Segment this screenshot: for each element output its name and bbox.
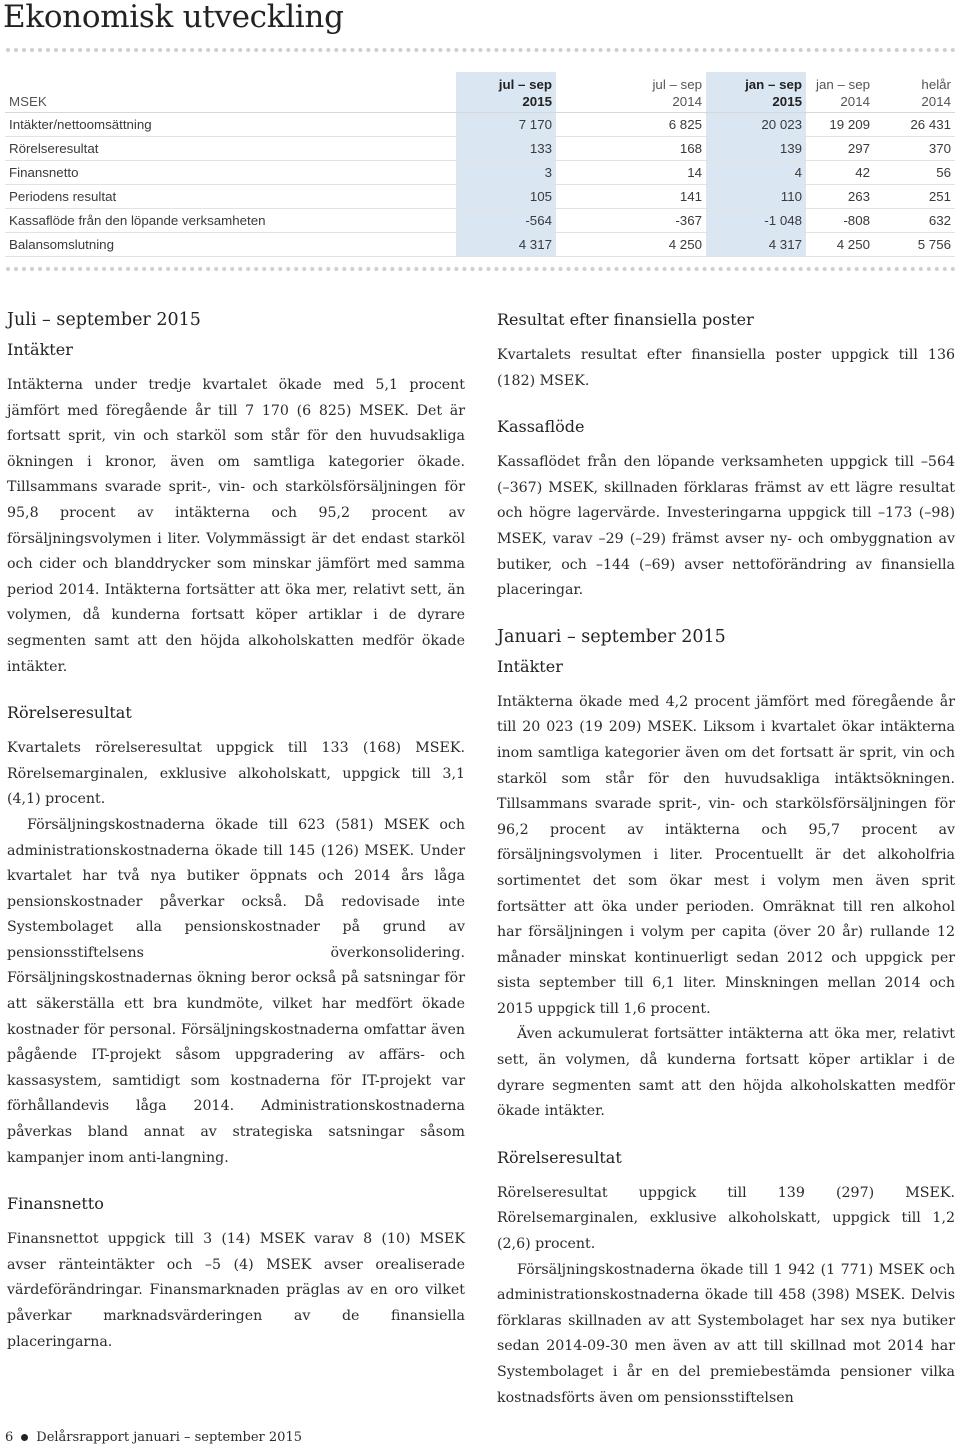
table-cell: 5 756 <box>874 233 955 257</box>
table-header-row <box>5 72 955 113</box>
table-cell: 251 <box>874 185 955 209</box>
table-row <box>5 137 955 161</box>
kpi-table <box>5 72 955 257</box>
table-cell: 14 <box>556 161 706 185</box>
table-cell: 141 <box>556 185 706 209</box>
column-header-jan-sep-2015: jan – sep 2015 <box>706 72 806 113</box>
section-heading-januari-september: Januari – september 2015 <box>497 626 726 647</box>
paragraph-rorelseresultat: Kvartalets rörelseresultat uppgick till 133 (168) MSEK. Rörelsemarginalen, exklusive alkoholskatt, uppgick till 3,1 (4,1) procent. <box>7 740 465 808</box>
dotted-divider-top <box>6 48 956 56</box>
table-cell: 168 <box>556 137 706 161</box>
subheading-rorelseresultat: Rörelseresultat <box>7 703 132 723</box>
row-label: Periodens resultat <box>5 185 456 209</box>
subheading-kassaflode: Kassaflöde <box>497 417 585 437</box>
subheading-rorelseresultat-ackumulerat: Rörelseresultat <box>497 1147 622 1167</box>
row-label: Kassaflöde från den löpande verksamheten <box>5 209 456 233</box>
table-cell: 56 <box>874 161 955 185</box>
report-title: Delårsrapport januari – september 2015 <box>36 1430 302 1445</box>
paragraph-kostnader-ackumulerat: Försäljningskostnaderna ökade till 1 942 (1 771) MSEK och administrationskostnaderna ökade till 458 (398) MSEK. Delvis förklaras skillnaden av att Systembolaget har sex nya butiker sedan 2014-09-30 men även av att till skillnad mot 2014 har Systembolaget i år en del premiebestämda pensioner vilka kostnadsförts även om pensionsstiftelsen <box>497 1261 955 1406</box>
table-cell: 7 170 <box>456 113 556 137</box>
section-heading-juli-september: Juli – september 2015 <box>7 310 201 330</box>
table-cell: 42 <box>806 161 874 185</box>
column-header-msek: MSEK <box>5 72 456 113</box>
table-cell: 19 209 <box>806 113 874 137</box>
paragraph-intakter: Intäkterna under tredje kvartalet ökade med 5,1 procent jämfört med föregående år till 7 170 (6 825) MSEK. Det är fortsatt sprit, vin och starköl som står för den huvudsakliga ökningen i kronor, även om samtliga kategorier ökade. Tillsammans svarade sprit-, vin- och starkölsförsäljningen för 95,8 procent av intäkterna och 95,2 procent av försäljningsvolymen i liter. Volymmässigt är det endast starköl och cider och blanddrycker som minskar jämfört med samma period 2014. Intäkterna fortsätter att öka mer, relativt sett, än volymen, då kunderna fortsatt köper artiklar i de dyrare segmenten samt att den höjda alkoholskatten medför ökade intäkter. <box>7 377 465 675</box>
column-header-jul-sep-2015: jul – sep 2015 <box>456 72 556 113</box>
table-cell: 370 <box>874 137 955 161</box>
column-header-jul-sep-2014: jul – sep 2014 <box>556 72 706 113</box>
table-cell: 6 825 <box>556 113 706 137</box>
row-label: Balansomslutning <box>5 233 456 257</box>
table-cell: -1 048 <box>706 209 806 233</box>
page-title: Ekonomisk utveckling <box>3 0 344 35</box>
paragraph-rorelseresultat-ackumulerat: Rörelseresultat uppgick till 139 (297) MSEK. Rörelsemarginalen, exklusive alkoholskatt, uppgick till 1,2 (2,6) procent. <box>497 1184 955 1253</box>
page-footer <box>5 1430 302 1445</box>
table-cell: 4 250 <box>806 233 874 257</box>
table-row <box>5 185 955 209</box>
table-cell: -808 <box>806 209 874 233</box>
paragraph-kassaflode: Kassaflödet från den löpande verksamheten uppgick till –564 (–367) MSEK, skillnaden förklaras främst av ett lägre resultat och högre lagervärde. Investeringarna uppgick till –173 (–98) MSEK, varav –29 (–29) främst avser ny- och ombyggnation av butiker, och –144 (–69) avser nettoförändring av finansiella placeringar. <box>497 454 955 599</box>
dotted-divider-bottom <box>6 267 956 275</box>
table-cell: -564 <box>456 209 556 233</box>
page-number: 6 <box>5 1430 14 1445</box>
table-cell: 263 <box>806 185 874 209</box>
row-label: Intäkter/nettoomsättning <box>5 113 456 137</box>
table-cell: 133 <box>456 137 556 161</box>
table-cell: 4 317 <box>456 233 556 257</box>
table-cell: 110 <box>706 185 806 209</box>
paragraph-kostnader: Försäljningskostnaderna ökade till 623 (581) MSEK och administrationskostnaderna ökade till 145 (126) MSEK. Under kvartalet har två nya butiker öppnats och 2014 års låga pensionskostnader påverkar också. Då redovisade inte Systembolaget alla pensionskostnader på grund av pensionsstiftelsens överkonsolidering. Försäljningskostnadernas ökning beror också på satsningar för att säkerställa ett bra kundmöte, vilket har medfört ökade kostnader för personal. Försäljningskostnaderna omfattar även pågående IT-projekt såsom uppgradering av affärs- och kassasystem, samtidigt som kostnaderna för IT-projekt var förhållandevis låga 2014. Administrationskostnaderna påverkas bland annat av strategiska satsningar såsom kampanjer inom anti-langning. <box>7 816 465 1166</box>
table-cell: 26 431 <box>874 113 955 137</box>
bullet-icon <box>21 1434 28 1441</box>
table-cell: 105 <box>456 185 556 209</box>
table-cell: 297 <box>806 137 874 161</box>
table-cell: 632 <box>874 209 955 233</box>
left-column <box>7 305 465 1355</box>
table-cell: 20 023 <box>706 113 806 137</box>
table-row <box>5 113 955 137</box>
subheading-resultat-finansiella-poster: Resultat efter finansiella poster <box>497 310 754 329</box>
row-label: Finansnetto <box>5 161 456 185</box>
table-cell: 139 <box>706 137 806 161</box>
table-cell: 4 317 <box>706 233 806 257</box>
table-cell: 4 250 <box>556 233 706 257</box>
paragraph-finansnetto: Finansnettot uppgick till 3 (14) MSEK varav 8 (10) MSEK avser ränteintäkter och –5 (4) MSEK avser orealiserade värdeförändringar. Finansmarknaden präglas av en oro vilket påverkar marknadsvärderingen av de finansiella placeringarna. <box>7 1231 465 1350</box>
row-label: Rörelseresultat <box>5 137 456 161</box>
table-cell: 3 <box>456 161 556 185</box>
table-row <box>5 233 955 257</box>
paragraph-resultat: Kvartalets resultat efter finansiella poster uppgick till 136 (182) MSEK. <box>497 347 955 389</box>
subheading-finansnetto: Finansnetto <box>7 1194 104 1214</box>
table-row <box>5 209 955 233</box>
column-header-jan-sep-2014: jan – sep 2014 <box>806 72 874 113</box>
right-column <box>497 305 955 1411</box>
subheading-intakter-ackumulerat: Intäkter <box>497 656 563 676</box>
column-header-helar-2014: helår 2014 <box>874 72 955 113</box>
table-cell: -367 <box>556 209 706 233</box>
subheading-intakter: Intäkter <box>7 340 73 359</box>
table-cell: 4 <box>706 161 806 185</box>
paragraph-intakter-ackumulerat: Intäkterna ökade med 4,2 procent jämfört med föregående år till 20 023 (19 209) MSEK. Liksom i kvartalet ökar intäkterna inom samtliga kategorier även om det fortsatt är sprit, vin och starköl som står för den huvudsakliga intäktsökningen. Tillsammans svarade sprit-, vin- och starkölsförsäljningen för 96,2 procent av intäkterna och 95,7 procent av försäljningsvolymen i liter. Procentuellt är det alkoholfria sortimentet det som ökar mest i volym men även sprit fortsätter att öka under perioden. Omräknat till ren alkohol har försäljningen i volym per capita (över 20 år) rullande 12 månader minskat kontinuerligt sedan 2012 och uppgick per sista september till 6,1 liter. Minskningen mellan 2014 och 2015 uppgick till 1,6 procent. <box>497 693 955 1017</box>
table-row <box>5 161 955 185</box>
paragraph-intakter-okning: Även ackumulerat fortsätter intäkterna att öka mer, relativt sett, än volymen, då kunderna fortsatt köper artiklar i de dyrare segmenten samt att den höjda alkoholskatten medför ökade intäkter. <box>497 1026 955 1120</box>
